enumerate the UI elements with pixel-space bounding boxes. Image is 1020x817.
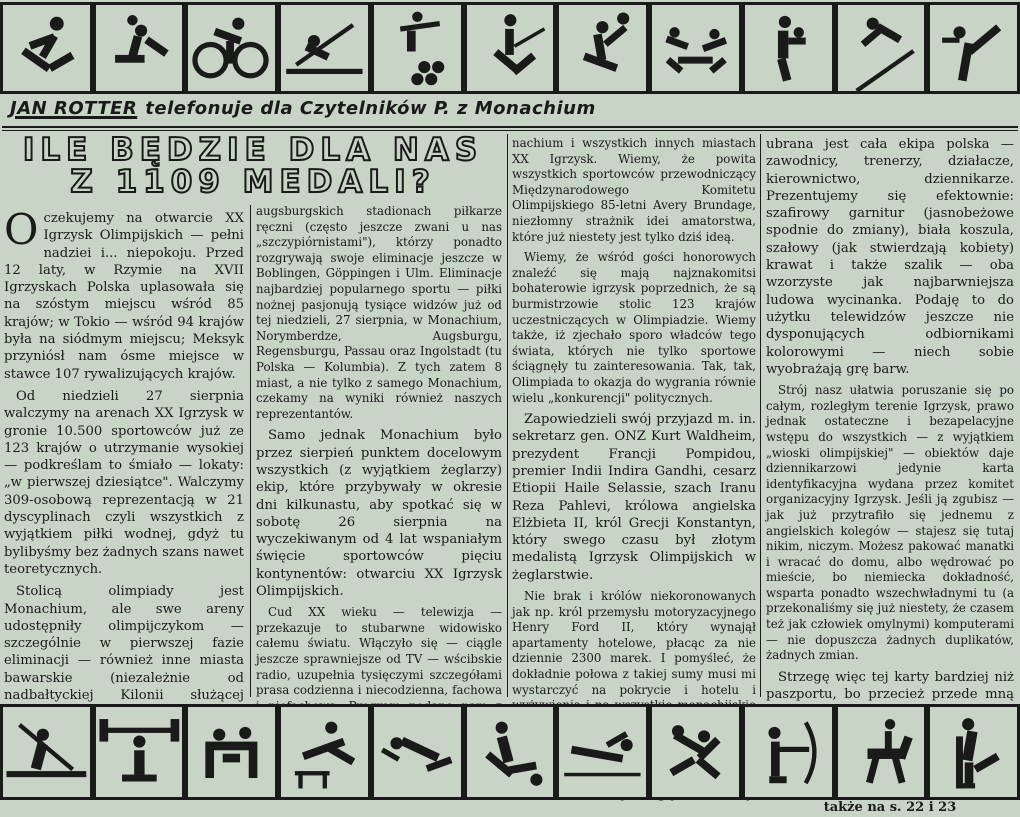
- rowing-icon: [278, 2, 371, 94]
- byline-subtitle: telefonuje dla Czytelników P. z Monachium: [145, 98, 596, 119]
- paragraph: Samo jednak Monachium było przez sierpień punktem docelowym wszystkich (z wyjątkiem żeglarzy) ekip, które przybywały w okresie dni kilkunastu, aby spotkać się w sobotę 26 sierpnia na wyczekiwanym od 4 lat wspaniałym święcie sportowców pięciu kontynentów: otwarciu XX Igrzysk Olimpijskich.: [256, 428, 502, 599]
- gymnastics-icon: [927, 2, 1020, 94]
- headline-line-2: Z 1109 MEDALI?: [70, 164, 436, 200]
- top-pictogram-strip: [0, 2, 1020, 94]
- paragraph: nachium i wszystkich innych miastach XX Igrzysk. Wiemy, że powita wszystkich sportowców przewodniczący Międzynarodowego Komitetu Olimpijskiego 85-letni Avery Brundage, niezłomny strażnik idei amatorstwa, które już niestety jest tylko dziś ideą.: [512, 136, 756, 244]
- header-rule-thin: [2, 130, 1018, 131]
- running-icon: [0, 2, 93, 94]
- volleyball-icon: [556, 2, 649, 94]
- judo-icon: [649, 704, 742, 800]
- paragraph: ubrana jest cała ekipa polska — zawodnicy, trenerzy, działacze, kierownictwo, dziennikarze. Prezentujemy się efektownie: szafirowy garnitur (jasnobeżowe spodnie do zmiany), biała koszula, szałowy (jak stwierdzają kobiety) krawat i także szalik — oba wzorzyste jak najbarwniejsza ludowa wycinanka. Podaję to do użytku telewidzów jeszcze nie dysponujących odbiornikami kolorowymi — niech sobie wyobrażają grę barw.: [766, 137, 1014, 377]
- paragraph: Wiemy, że wśród gości honorowych znaleźć się mają najznakomitsi bohaterowie igrzysk poprzednich, że są burmistrzowie stolic 123 krajów uczestniczących w Olimpiadzie. Wiemy także, iż zjechało sporo władców tego świata, których nie tylko sportowe ściągnęły tu zainteresowania. Tak, tak, Olimpiada to okazja do wygrania równie wielu „konkurencji" politycznych.: [512, 250, 756, 405]
- bottom-pictogram-strip: [0, 704, 1020, 800]
- headline-line-1: ILE BĘDZIE DLA NAS: [22, 132, 484, 168]
- paragraph: Strzegę więc tej karty bardziej niż paszportu, bo przecież przede mną: [766, 669, 1014, 703]
- hurdles-icon: [278, 704, 371, 800]
- fencing-icon: [464, 2, 557, 94]
- relay-icon: [649, 2, 742, 94]
- hockey-icon: [927, 704, 1020, 800]
- column-divider: [507, 134, 508, 697]
- cross-reference-line: także na s. 22 i 23: [823, 800, 957, 816]
- column-divider: [760, 134, 761, 697]
- pole-vault-icon: [835, 2, 928, 94]
- paragraph: Strój nasz ułatwia poruszanie się po całym, rozległym terenie Igrzysk, prawo jednak ostateczne i bezapelacyjne wstępu do wszystkich — z wyjątkiem „wioski olimpijskiej" — obiektów daje dziennikarzowi jedynie karta identyfikacyjna wydana przez komitet organizacyjny Igrzysk. Jeśli ją zgubisz — jak już przytrafiło się jednemu z angielskich kolegów — stajesz się tutaj nikim, niczym. Możesz pakować manatki i wracać do domu, albo wędrować po mieście, bo niemiecka dokładność, wsparta ponadto wszechwładnymi tu (a przekonaliśmy się już niestety, że czasem też jak człowiek omylnymi) komputerami — nie dopuszcza żadnych duplikatów, żadnych zmian.: [766, 383, 1014, 663]
- paragraph: Zapowiedzieli swój przyjazd m. in. sekretarz gen. ONZ Kurt Waldheim, prezydent Francji Pompidou, premier Indii Indira Gandhi, cesarz Etiopii Haile Selassie, szach Iranu Reza Pahlevi, królowa angielska Elżbieta II, król Grecji Konstantyn, który swego czasu był złotym medalistą Igrzysk Olimpijskich w żeglarstwie.: [512, 412, 756, 583]
- weightlifting-icon: [93, 704, 186, 800]
- byline: [10, 98, 1010, 124]
- archery-icon: [742, 704, 835, 800]
- swimming-icon: [556, 704, 649, 800]
- paragraph: Oczekujemy na otwarcie XX Igrzysk Olimpijskich — pełni nadziei i... niepokoju. Przed 12 laty, w Rzymie na XVII Igrzyskach Polska uplasowała się na szóstym miejscu wśród 85 krajów; w Tokio — wśród 94 krajów była na siódmym miejscu; Meksyk przyniósł nam ósme miejsce w stawce 107 rywalizujących krajów.: [4, 205, 244, 382]
- drop-cap: O: [4, 205, 39, 254]
- cycling-icon: [185, 2, 278, 94]
- author-name: JAN ROTTER: [10, 98, 138, 119]
- football-icon: [464, 704, 557, 800]
- paragraph: Od niedzieli 27 sierpnia walczymy na arenach XX Igrzysk w gronie 10.500 sportowców już ze 123 krajów o utrzymanie wysokiej — podkreślam to śmiało — lokaty: „w pierwszej dziesiątce". Walczymy 309-osobową reprezentacją w 21 dyscyplinach czyli wszystkich z wyjątkiem piłki wodnej, gdyż tu bylibyśmy bez żadnych szans nawet teoretycznych.: [4, 388, 244, 577]
- handball-icon: [93, 2, 186, 94]
- column-divider: [250, 205, 251, 697]
- equestrian-icon: [835, 704, 928, 800]
- paragraph: augsburgskich stadionach piłkarze ręczni (często jeszcze zwani u nas „szczypiórnistami"), którzy ponadto rozgrywają swoje eliminacje jeszcze w Boblingen, Göppingen i Ulm. Eliminacje najbardziej popularnego sportu — piłki nożnej pasjonują tysiące widzów już od tej niedzieli, 27 sierpnia, w Monachium, Norymberdze, Augsburgu, Regensburgu, Passau oraz Ingolstadt (tu Polska — Kolumbia). Z tych zatem 8 miast, a nie tylko z samego Monachium, czekamy na wyniki również naszych reprezentantów.: [256, 204, 502, 421]
- header-rule: [2, 126, 1018, 128]
- diving-icon: [371, 704, 464, 800]
- paragraph: Nie brak i królów niekoronowanych jak np. król przemysłu motoryzacyjnego Henry Ford II, który wynajął apartamenty hotelowe, płacąc za nie dziennie 2300 marek. I pomyśleć, że dokładnie połowa z takiej sumy musi mi wystarczyć na pokrycie i hotelu i: [512, 589, 756, 697]
- canoe-icon: [0, 704, 93, 800]
- shooting-icon: [371, 2, 464, 94]
- headline: [2, 134, 504, 200]
- wrestling-icon: [185, 704, 278, 800]
- paragraph: Cud XX wieku — telewizja — przekazuje to stubarwne widowisko całemu światu. Włączyło się — ciągle jeszcze sprawniejsze od TV — wścibskie radio, uzupełnia tysięczymi szczegółami prasa codzienna i niecodzienna, fachowa: [256, 605, 502, 698]
- boxing-icon: [742, 2, 835, 94]
- paragraph: Stolicą olimpiady jest Monachium, ale swe areny udostępniły olimpijczykom — szczególnie w pierwszej fazie eliminacji — również inne miasta bawarskie (niezależnie od nadbałtyckiej Kilonii służącej: [4, 584, 244, 704]
